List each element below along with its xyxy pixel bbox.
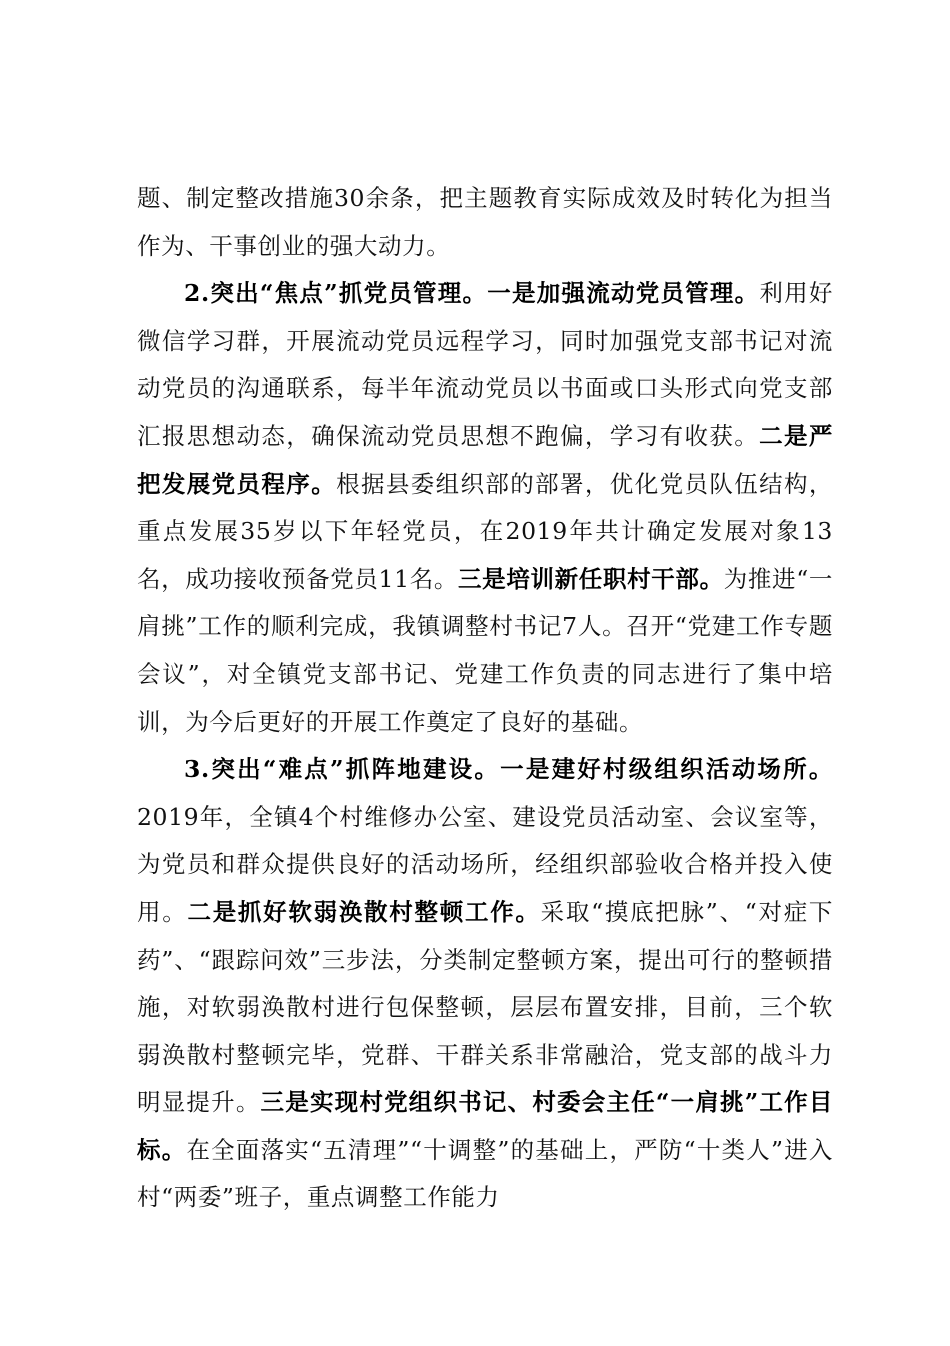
document-body: [137, 175, 833, 1222]
bold-heading: 二是严把发展党员程序。: [137, 421, 833, 498]
text-run: 2019年，全镇4个村维修办公室、建设党员活动室、会议室等，为党员和群众提供良好的活动场所，经组织部验收合格并投入使用。: [137, 802, 833, 926]
paragraph-1: [137, 175, 833, 270]
bold-heading: 三是实现村党组织书记、村委会主任“一肩挑”工作目标。: [137, 1088, 833, 1164]
text-run: 根据县委组织部的部署，优化党员队伍结构，重点发展35岁以下年轻党员，在2019年共计确定发展对象13名，成功接收预备党员11名。: [137, 469, 833, 593]
text-run: 题、制定整改措施30余条，把主题教育实际成效及时转化为担当作为、干事创业的强大动力。: [137, 184, 833, 260]
text-run: 在全面落实“五清理”“十调整”的基础上，严防“十类人”进入村“两委”班子，重点调整工作能力: [137, 1135, 834, 1212]
bold-heading: 三是培训新任职村干部。: [458, 564, 724, 593]
paragraph-2: [137, 270, 833, 746]
bold-heading: 二是抓好软弱涣散村整顿工作。: [187, 897, 541, 926]
text-run: 利用好微信学习群，开展流动党员远程学习，同时加强党支部书记对流动党员的沟通联系，每半年流动党员以书面或口头形式向党支部汇报思想动态，确保流动党员思想不跑偏，学习有收获。: [137, 279, 833, 450]
text-run: 为推进“一肩挑”工作的顺利完成，我镇调整村书记7人。召开“党建工作专题会议”，对全镇党支部书记、党建工作负责的同志进行了集中培训，为今后更好的开展工作奠定了良好的基础。: [137, 564, 833, 736]
paragraph-3: [137, 746, 833, 1222]
bold-heading: 2.突出“焦点”抓党员管理。一是加强流动党员管理。: [184, 279, 760, 308]
text-run: 采取“摸底把脉”、“对症下药”、“跟踪问效”三步法，分类制定整顿方案，提出可行的整顿措施，对软弱涣散村进行包保整顿，层层布置安排，目前，三个软弱涣散村整顿完毕，党群、干群关系非常融洽，党支部的战斗力明显提升。: [137, 897, 834, 1117]
bold-heading: 3.突出“难点”抓阵地建设。一是建好村级组织活动场所。: [184, 755, 833, 784]
